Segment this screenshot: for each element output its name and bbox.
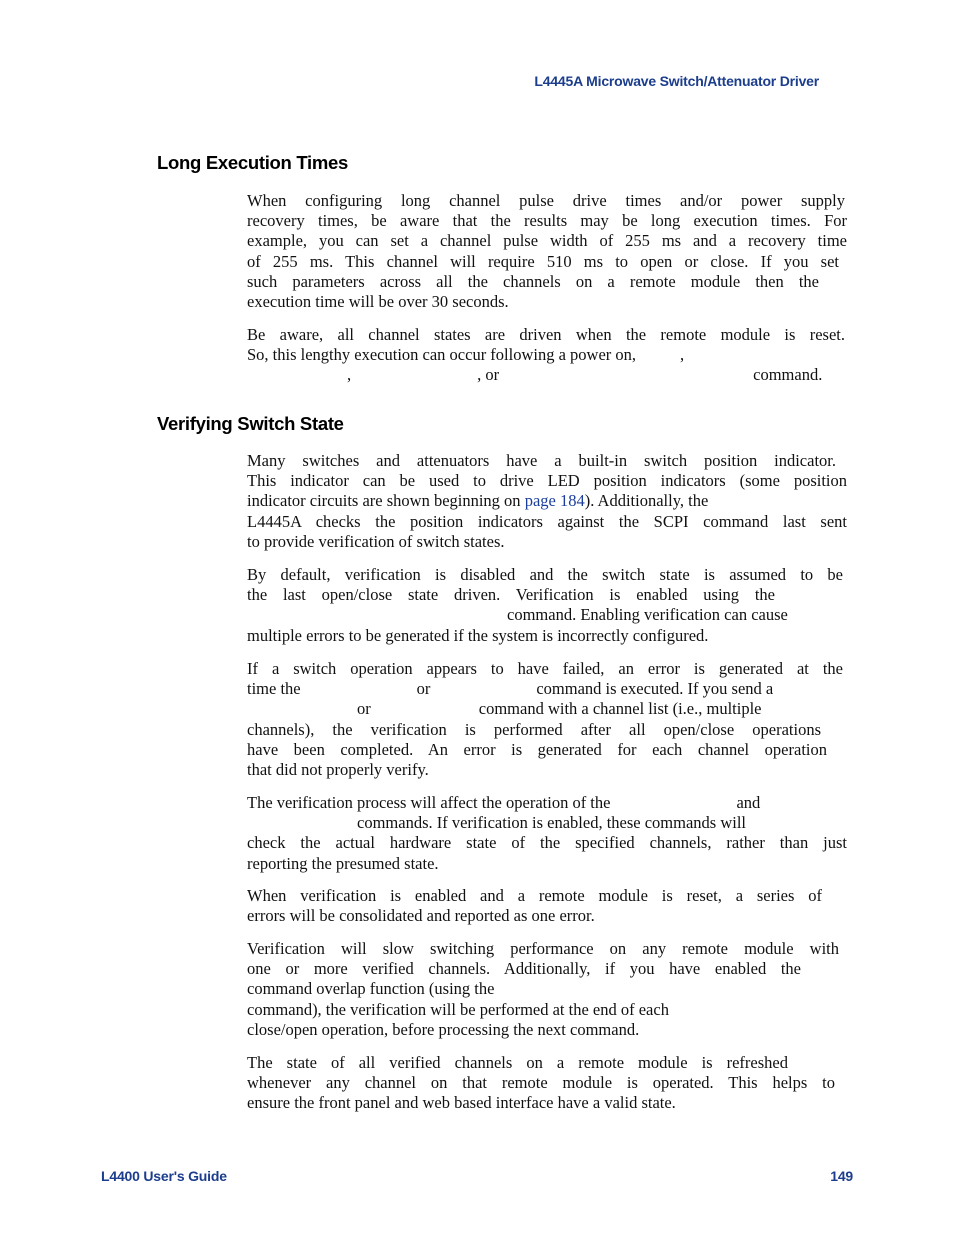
verify-paragraph-1 (247, 451, 852, 552)
text-line: When configuring long channel pulse drive times and/or power supply (247, 191, 845, 210)
text-line: one or more verified channels. Additionally, if you have enabled the (247, 959, 801, 979)
text-line: L4445A checks the position indicators against the SCPI command last sent (247, 511, 847, 531)
text-run: , (347, 365, 352, 385)
text-line: By default, verification is disabled and the switch state is assumed to be (247, 565, 843, 584)
text-line: Verification will slow switching performance on any remote module with (247, 939, 839, 958)
long-exec-paragraph-2 (247, 325, 852, 386)
text-line: command overlap function (using the (247, 979, 495, 999)
text-line: Be aware, all channel states are driven when the remote module is reset. (247, 325, 845, 344)
text-run: commands. If verification is enabled, these commands will (357, 813, 747, 833)
text-run: or (416, 679, 431, 699)
text-line: When verification is enabled and a remote module is reset, a series of (247, 886, 822, 905)
text-run: and (736, 793, 761, 812)
text-line (247, 813, 852, 833)
text-line (247, 679, 852, 699)
text-run: ). Additionally, the (584, 491, 709, 511)
text-line: of 255 ms. This channel will require 510 ms to open or close. If you set (247, 251, 839, 271)
text-run: , or (477, 365, 500, 385)
text-line: channels), the verification is performed after all open/close operations (247, 719, 821, 739)
text-line: Many switches and attenuators have a built-in switch position indicator. (247, 451, 836, 470)
verify-paragraph-4 (247, 793, 852, 874)
verify-paragraph-7 (247, 1053, 852, 1114)
text-line: command), the verification will be performed at the end of each (247, 999, 669, 1019)
text-run: , (680, 345, 685, 365)
verify-paragraph-2 (247, 565, 852, 646)
page-number: 149 (830, 1168, 853, 1184)
text-line: ensure the front panel and web based interface have a valid state. (247, 1093, 676, 1113)
text-line (247, 699, 852, 719)
text-line (247, 491, 852, 511)
text-run: command. Enabling verification can cause (507, 605, 788, 625)
text-run: indicator circuits are shown beginning on (247, 491, 521, 511)
text-line: execution time will be over 30 seconds. (247, 292, 509, 312)
chapter-header: L4445A Microwave Switch/Attenuator Driver (534, 73, 819, 89)
text-line: The state of all verified channels on a remote module is refreshed (247, 1053, 788, 1072)
text-run: time the (247, 679, 301, 699)
footer-guide-title: L4400 User's Guide (101, 1168, 227, 1184)
section-title-long-execution: Long Execution Times (157, 152, 349, 173)
text-line (247, 345, 852, 365)
text-line: reporting the presumed state. (247, 853, 439, 873)
verify-paragraph-3 (247, 659, 852, 780)
long-exec-paragraph-1 (247, 191, 852, 312)
text-line: that did not properly verify. (247, 760, 429, 780)
verify-paragraph-6 (247, 939, 852, 1040)
text-line (247, 793, 852, 813)
text-line: multiple errors to be generated if the system is incorrectly configured. (247, 625, 709, 645)
text-line (247, 365, 852, 385)
section-title-verifying: Verifying Switch State (157, 413, 344, 434)
text-line: errors will be consolidated and reported as one error. (247, 906, 595, 926)
text-line: to provide verification of switch states. (247, 531, 505, 551)
text-run: command is executed. If you send a (536, 679, 774, 699)
text-line: close/open operation, before processing the next command. (247, 1019, 640, 1039)
text-line: check the actual hardware state of the specified channels, rather than just (247, 833, 847, 853)
text-line: the last open/close state driven. Verification is enabled using the (247, 585, 775, 605)
text-run: command with a channel list (i.e., multiple (478, 699, 762, 719)
text-run: or (357, 699, 371, 719)
verify-paragraph-5 (247, 886, 852, 926)
text-line: such parameters across all the channels on a remote module then the (247, 271, 819, 291)
page-184-link[interactable]: page 184 (524, 491, 585, 511)
text-line: This indicator can be used to drive LED position indicators (some position (247, 471, 847, 491)
text-run: The verification process will affect the operation of the (247, 793, 611, 812)
text-line: If a switch operation appears to have failed, an error is generated at the (247, 659, 843, 678)
text-line: have been completed. An error is generated for each channel operation (247, 739, 827, 759)
text-line: example, you can set a channel pulse width of 255 ms and a recovery time (247, 231, 847, 251)
text-run: So, this lengthy execution can occur following a power on, (247, 345, 637, 365)
text-run: command. (753, 365, 823, 385)
text-line: whenever any channel on that remote module is operated. This helps to (247, 1073, 835, 1093)
text-line: recovery times, be aware that the results may be long execution times. For (247, 211, 847, 231)
text-line (247, 605, 852, 625)
